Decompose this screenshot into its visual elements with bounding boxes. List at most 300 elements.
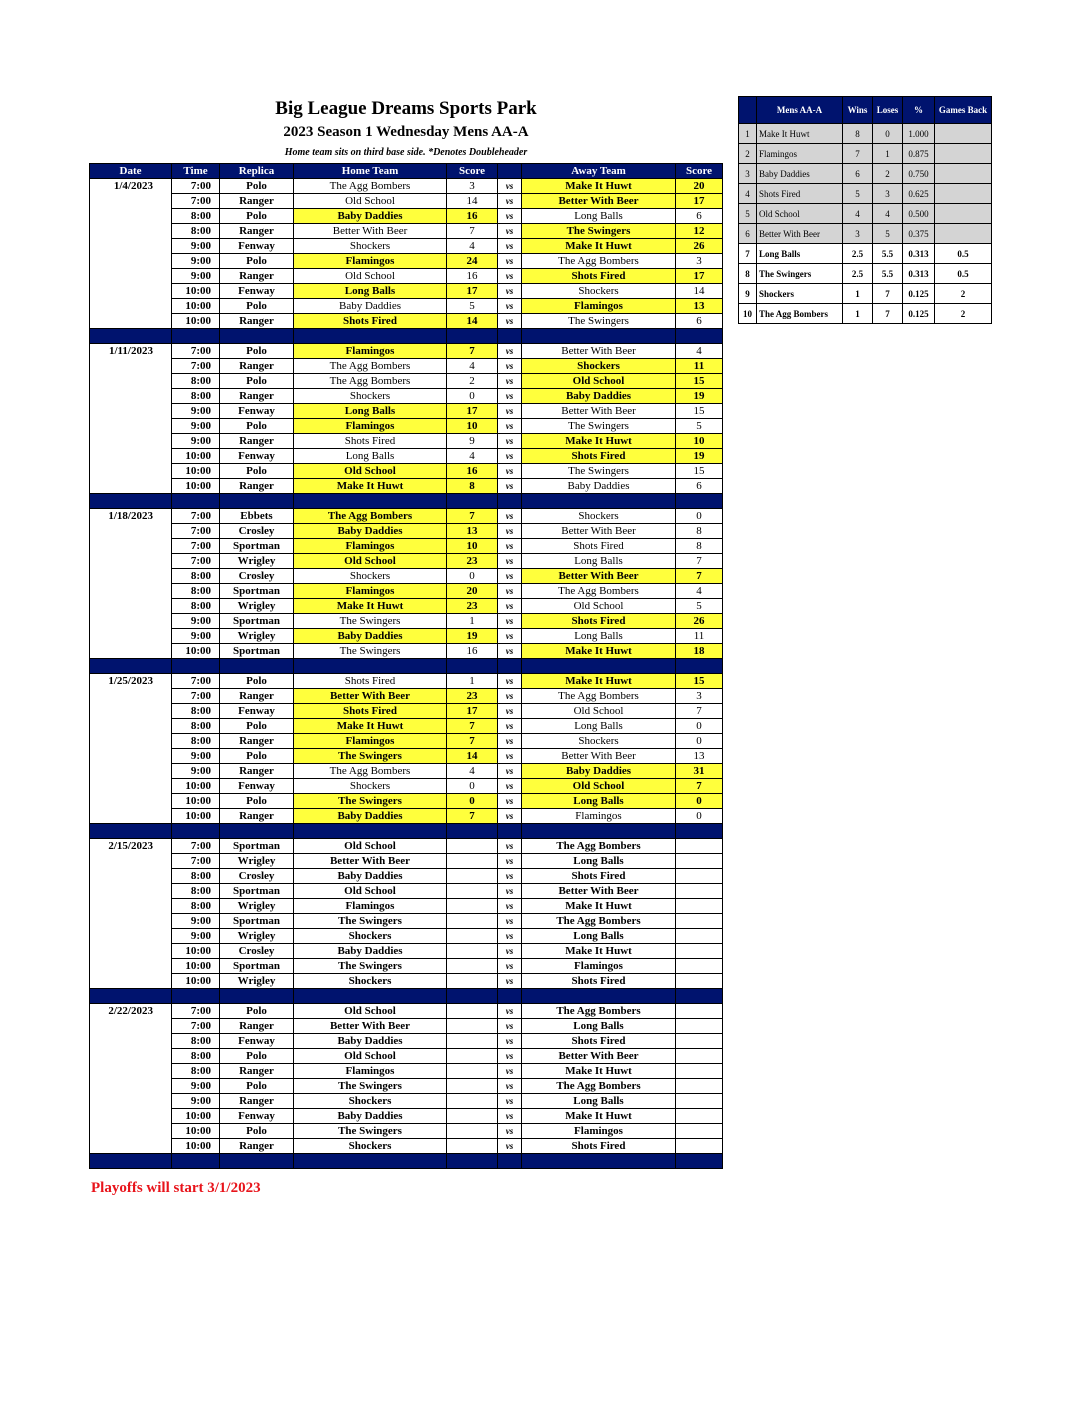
standings-col-rank xyxy=(739,97,757,124)
standings-team: The Swingers xyxy=(757,264,843,284)
game-replica: Ranger xyxy=(220,194,294,209)
game-time: 9:00 xyxy=(172,419,220,434)
game-date xyxy=(90,299,172,314)
away-score: 8 xyxy=(676,539,723,554)
home-score: 9 xyxy=(447,434,498,449)
game-replica: Ranger xyxy=(220,389,294,404)
away-score: 7 xyxy=(676,704,723,719)
game-row xyxy=(90,419,723,434)
away-score xyxy=(676,884,723,899)
separator-cell xyxy=(90,494,172,509)
home-team: Baby Daddies xyxy=(294,1109,447,1124)
game-row xyxy=(90,1034,723,1049)
standings-row xyxy=(739,304,992,324)
home-team: The Agg Bombers xyxy=(294,179,447,194)
game-time: 9:00 xyxy=(172,404,220,419)
standings-row xyxy=(739,264,992,284)
page-title: Big League Dreams Sports Park xyxy=(275,98,537,119)
away-score: 17 xyxy=(676,269,723,284)
standings-pct: 0.875 xyxy=(903,144,935,164)
game-time: 9:00 xyxy=(172,239,220,254)
standings-pct: 0.125 xyxy=(903,284,935,304)
standings-rank: 6 xyxy=(739,224,757,244)
home-team: Baby Daddies xyxy=(294,299,447,314)
game-time: 8:00 xyxy=(172,374,220,389)
separator-cell xyxy=(294,329,447,344)
away-team: Better With Beer xyxy=(522,884,676,899)
separator-cell xyxy=(447,824,498,839)
separator-cell xyxy=(90,1154,172,1169)
week-separator xyxy=(90,824,723,839)
separator-cell xyxy=(498,989,522,1004)
home-score: 2 xyxy=(447,374,498,389)
away-score xyxy=(676,899,723,914)
away-score: 15 xyxy=(676,464,723,479)
separator-cell xyxy=(220,824,294,839)
away-team: The Swingers xyxy=(522,224,676,239)
away-team: Long Balls xyxy=(522,1019,676,1034)
standings-table xyxy=(738,96,992,324)
away-team: Shots Fired xyxy=(522,1139,676,1154)
game-date xyxy=(90,779,172,794)
game-time: 10:00 xyxy=(172,779,220,794)
game-row xyxy=(90,389,723,404)
away-score: 8 xyxy=(676,524,723,539)
standings-games-back: 0.5 xyxy=(935,264,992,284)
week-separator xyxy=(90,989,723,1004)
home-score xyxy=(447,1109,498,1124)
game-row xyxy=(90,479,723,494)
header-note: Home team sits on third base side. *Denotes Doubleheader xyxy=(284,147,528,158)
separator-cell xyxy=(172,989,220,1004)
game-row xyxy=(90,599,723,614)
away-team: Better With Beer xyxy=(522,344,676,359)
away-team: Make It Huwt xyxy=(522,1109,676,1124)
away-score: 31 xyxy=(676,764,723,779)
away-team: Long Balls xyxy=(522,794,676,809)
game-replica: Sportman xyxy=(220,914,294,929)
game-replica: Polo xyxy=(220,719,294,734)
away-team: Old School xyxy=(522,599,676,614)
game-row xyxy=(90,314,723,329)
home-score xyxy=(447,1064,498,1079)
away-team: Flamingos xyxy=(522,1124,676,1139)
vs-label: vs xyxy=(498,719,522,734)
home-score: 23 xyxy=(447,689,498,704)
game-row xyxy=(90,689,723,704)
home-score: 4 xyxy=(447,764,498,779)
week-separator xyxy=(90,329,723,344)
standings-pct: 1.000 xyxy=(903,124,935,144)
standings-pct: 0.750 xyxy=(903,164,935,184)
standings-rank: 10 xyxy=(739,304,757,324)
separator-cell xyxy=(522,1154,676,1169)
home-team: Old School xyxy=(294,269,447,284)
separator-cell xyxy=(522,659,676,674)
game-date xyxy=(90,1019,172,1034)
week-separator xyxy=(90,1154,723,1169)
game-time: 9:00 xyxy=(172,1079,220,1094)
separator-cell xyxy=(294,1154,447,1169)
game-time: 8:00 xyxy=(172,719,220,734)
home-score: 16 xyxy=(447,269,498,284)
home-team: Baby Daddies xyxy=(294,809,447,824)
game-row xyxy=(90,509,723,524)
game-replica: Polo xyxy=(220,749,294,764)
game-date xyxy=(90,569,172,584)
standings-row xyxy=(739,284,992,304)
vs-label: vs xyxy=(498,929,522,944)
home-score: 10 xyxy=(447,419,498,434)
away-team: Long Balls xyxy=(522,719,676,734)
away-team: Shots Fired xyxy=(522,974,676,989)
home-score: 4 xyxy=(447,449,498,464)
standings-row xyxy=(739,164,992,184)
game-replica: Ebbets xyxy=(220,509,294,524)
game-time: 9:00 xyxy=(172,929,220,944)
standings-wins: 2.5 xyxy=(843,244,873,264)
standings-rank: 7 xyxy=(739,244,757,264)
game-row xyxy=(90,779,723,794)
vs-label: vs xyxy=(498,239,522,254)
away-team: The Agg Bombers xyxy=(522,584,676,599)
vs-label: vs xyxy=(498,794,522,809)
separator-cell xyxy=(220,329,294,344)
standings-games-back xyxy=(935,184,992,204)
away-team: Shots Fired xyxy=(522,269,676,284)
home-score: 16 xyxy=(447,464,498,479)
game-replica: Fenway xyxy=(220,779,294,794)
away-score xyxy=(676,959,723,974)
home-score: 24 xyxy=(447,254,498,269)
game-date xyxy=(90,584,172,599)
away-team: Make It Huwt xyxy=(522,899,676,914)
game-time: 7:00 xyxy=(172,839,220,854)
standings-team: Shots Fired xyxy=(757,184,843,204)
away-score: 19 xyxy=(676,389,723,404)
standings-wins: 8 xyxy=(843,124,873,144)
col-date: Date xyxy=(90,164,172,179)
separator-cell xyxy=(294,824,447,839)
game-replica: Polo xyxy=(220,1079,294,1094)
game-time: 10:00 xyxy=(172,314,220,329)
away-score: 0 xyxy=(676,809,723,824)
standings-loses: 7 xyxy=(873,304,903,324)
away-score: 6 xyxy=(676,209,723,224)
game-replica: Polo xyxy=(220,1004,294,1019)
home-score xyxy=(447,974,498,989)
vs-label: vs xyxy=(498,359,522,374)
game-replica: Wrigley xyxy=(220,554,294,569)
away-team: Better With Beer xyxy=(522,749,676,764)
home-team: Old School xyxy=(294,554,447,569)
game-row xyxy=(90,1049,723,1064)
home-team: Old School xyxy=(294,839,447,854)
game-replica: Ranger xyxy=(220,479,294,494)
game-replica: Ranger xyxy=(220,764,294,779)
vs-label: vs xyxy=(498,404,522,419)
standings-pct: 0.625 xyxy=(903,184,935,204)
home-team: Better With Beer xyxy=(294,1019,447,1034)
away-score: 6 xyxy=(676,314,723,329)
away-score xyxy=(676,1094,723,1109)
home-team: Flamingos xyxy=(294,734,447,749)
game-row xyxy=(90,914,723,929)
away-team: Better With Beer xyxy=(522,404,676,419)
game-time: 7:00 xyxy=(172,554,220,569)
game-row xyxy=(90,569,723,584)
home-score: 1 xyxy=(447,614,498,629)
game-replica: Polo xyxy=(220,254,294,269)
game-time: 10:00 xyxy=(172,1139,220,1154)
separator-cell xyxy=(522,824,676,839)
separator-cell xyxy=(522,989,676,1004)
separator-cell xyxy=(498,659,522,674)
separator-cell xyxy=(498,494,522,509)
home-team: Baby Daddies xyxy=(294,1034,447,1049)
standings-games-back: 2 xyxy=(935,284,992,304)
game-date xyxy=(90,479,172,494)
home-score: 4 xyxy=(447,239,498,254)
vs-label: vs xyxy=(498,569,522,584)
vs-label: vs xyxy=(498,584,522,599)
game-date xyxy=(90,359,172,374)
game-time: 8:00 xyxy=(172,224,220,239)
standings-loses: 0 xyxy=(873,124,903,144)
game-date xyxy=(90,854,172,869)
standings-wins: 4 xyxy=(843,204,873,224)
game-time: 7:00 xyxy=(172,194,220,209)
game-date xyxy=(90,554,172,569)
week-separator xyxy=(90,659,723,674)
game-row xyxy=(90,854,723,869)
away-team: The Agg Bombers xyxy=(522,839,676,854)
game-date xyxy=(90,749,172,764)
game-date xyxy=(90,374,172,389)
away-score: 10 xyxy=(676,434,723,449)
away-score: 11 xyxy=(676,629,723,644)
away-score: 15 xyxy=(676,404,723,419)
game-date xyxy=(90,689,172,704)
game-row xyxy=(90,449,723,464)
game-replica: Ranger xyxy=(220,1139,294,1154)
game-time: 10:00 xyxy=(172,959,220,974)
away-score: 26 xyxy=(676,614,723,629)
away-team: The Agg Bombers xyxy=(522,689,676,704)
standings-team: Shockers xyxy=(757,284,843,304)
game-date xyxy=(90,254,172,269)
game-replica: Ranger xyxy=(220,1019,294,1034)
game-time: 9:00 xyxy=(172,629,220,644)
game-row xyxy=(90,1064,723,1079)
away-score: 17 xyxy=(676,194,723,209)
home-score: 17 xyxy=(447,284,498,299)
away-team: Better With Beer xyxy=(522,1049,676,1064)
game-time: 9:00 xyxy=(172,749,220,764)
home-team: The Swingers xyxy=(294,794,447,809)
game-replica: Polo xyxy=(220,464,294,479)
home-team: Shockers xyxy=(294,1139,447,1154)
game-time: 10:00 xyxy=(172,644,220,659)
game-row xyxy=(90,299,723,314)
game-date xyxy=(90,884,172,899)
home-score: 23 xyxy=(447,554,498,569)
home-score: 10 xyxy=(447,539,498,554)
game-replica: Fenway xyxy=(220,1034,294,1049)
separator-cell xyxy=(447,329,498,344)
game-date xyxy=(90,224,172,239)
away-score: 26 xyxy=(676,239,723,254)
game-time: 8:00 xyxy=(172,884,220,899)
game-time: 8:00 xyxy=(172,209,220,224)
standings-rank: 2 xyxy=(739,144,757,164)
vs-label: vs xyxy=(498,734,522,749)
game-time: 7:00 xyxy=(172,509,220,524)
away-team: Make It Huwt xyxy=(522,434,676,449)
home-team: Baby Daddies xyxy=(294,629,447,644)
away-team: Make It Huwt xyxy=(522,1064,676,1079)
away-team: Make It Huwt xyxy=(522,644,676,659)
separator-cell xyxy=(498,329,522,344)
separator-cell xyxy=(90,329,172,344)
away-score: 15 xyxy=(676,674,723,689)
home-score: 16 xyxy=(447,644,498,659)
home-score: 7 xyxy=(447,809,498,824)
home-team: Old School xyxy=(294,884,447,899)
game-replica: Wrigley xyxy=(220,629,294,644)
game-replica: Polo xyxy=(220,209,294,224)
home-team: The Swingers xyxy=(294,1079,447,1094)
away-score: 4 xyxy=(676,584,723,599)
game-replica: Polo xyxy=(220,1049,294,1064)
separator-cell xyxy=(676,824,723,839)
standings-pct: 0.125 xyxy=(903,304,935,324)
vs-label: vs xyxy=(498,434,522,449)
vs-label: vs xyxy=(498,704,522,719)
game-date xyxy=(90,614,172,629)
home-team: The Swingers xyxy=(294,614,447,629)
home-score xyxy=(447,914,498,929)
standings-wins: 1 xyxy=(843,304,873,324)
away-score: 0 xyxy=(676,734,723,749)
home-team: Old School xyxy=(294,1049,447,1064)
away-score: 5 xyxy=(676,419,723,434)
standings-games-back xyxy=(935,204,992,224)
home-score: 19 xyxy=(447,629,498,644)
game-replica: Wrigley xyxy=(220,899,294,914)
game-replica: Polo xyxy=(220,344,294,359)
away-score: 15 xyxy=(676,374,723,389)
vs-label: vs xyxy=(498,1019,522,1034)
vs-label: vs xyxy=(498,779,522,794)
vs-label: vs xyxy=(498,959,522,974)
game-date xyxy=(90,644,172,659)
game-row xyxy=(90,554,723,569)
home-score: 20 xyxy=(447,584,498,599)
game-date xyxy=(90,239,172,254)
away-score xyxy=(676,1124,723,1139)
away-team: Better With Beer xyxy=(522,524,676,539)
vs-label: vs xyxy=(498,944,522,959)
standings-wins: 6 xyxy=(843,164,873,184)
game-time: 10:00 xyxy=(172,284,220,299)
schedule-table xyxy=(89,163,723,1169)
game-date xyxy=(90,1139,172,1154)
standings-games-back xyxy=(935,144,992,164)
home-score xyxy=(447,1019,498,1034)
away-score xyxy=(676,854,723,869)
game-date xyxy=(90,914,172,929)
away-team: Make It Huwt xyxy=(522,239,676,254)
game-time: 7:00 xyxy=(172,524,220,539)
away-team: Shots Fired xyxy=(522,614,676,629)
vs-label: vs xyxy=(498,554,522,569)
game-date xyxy=(90,959,172,974)
away-team: Long Balls xyxy=(522,209,676,224)
home-team: Shockers xyxy=(294,929,447,944)
game-time: 10:00 xyxy=(172,1124,220,1139)
standings-rank: 1 xyxy=(739,124,757,144)
game-time: 8:00 xyxy=(172,569,220,584)
game-row xyxy=(90,209,723,224)
away-score: 14 xyxy=(676,284,723,299)
game-date xyxy=(90,1064,172,1079)
home-team: Baby Daddies xyxy=(294,944,447,959)
game-date xyxy=(90,464,172,479)
away-team: Long Balls xyxy=(522,1094,676,1109)
col-home-score: Score xyxy=(447,164,498,179)
away-score: 3 xyxy=(676,254,723,269)
game-replica: Crosley xyxy=(220,869,294,884)
game-time: 7:00 xyxy=(172,1019,220,1034)
game-replica: Ranger xyxy=(220,269,294,284)
game-replica: Ranger xyxy=(220,359,294,374)
home-score: 23 xyxy=(447,599,498,614)
game-row xyxy=(90,764,723,779)
away-score xyxy=(676,839,723,854)
standings-rank: 8 xyxy=(739,264,757,284)
game-time: 9:00 xyxy=(172,254,220,269)
game-date: 2/15/2023 xyxy=(90,839,172,854)
col-vs xyxy=(498,164,522,179)
game-row xyxy=(90,644,723,659)
home-team: Make It Huwt xyxy=(294,479,447,494)
home-score xyxy=(447,899,498,914)
vs-label: vs xyxy=(498,854,522,869)
game-date xyxy=(90,719,172,734)
game-date xyxy=(90,209,172,224)
game-replica: Ranger xyxy=(220,314,294,329)
away-team: Old School xyxy=(522,374,676,389)
away-score xyxy=(676,1019,723,1034)
game-date xyxy=(90,524,172,539)
game-time: 9:00 xyxy=(172,269,220,284)
away-team: Shockers xyxy=(522,509,676,524)
home-score xyxy=(447,1139,498,1154)
separator-cell xyxy=(498,824,522,839)
home-team: Flamingos xyxy=(294,584,447,599)
game-replica: Sportman xyxy=(220,644,294,659)
home-score xyxy=(447,1034,498,1049)
game-date xyxy=(90,899,172,914)
away-score: 7 xyxy=(676,554,723,569)
game-date xyxy=(90,389,172,404)
game-replica: Polo xyxy=(220,419,294,434)
separator-cell xyxy=(447,494,498,509)
game-date xyxy=(90,869,172,884)
game-time: 8:00 xyxy=(172,899,220,914)
separator-cell xyxy=(90,989,172,1004)
